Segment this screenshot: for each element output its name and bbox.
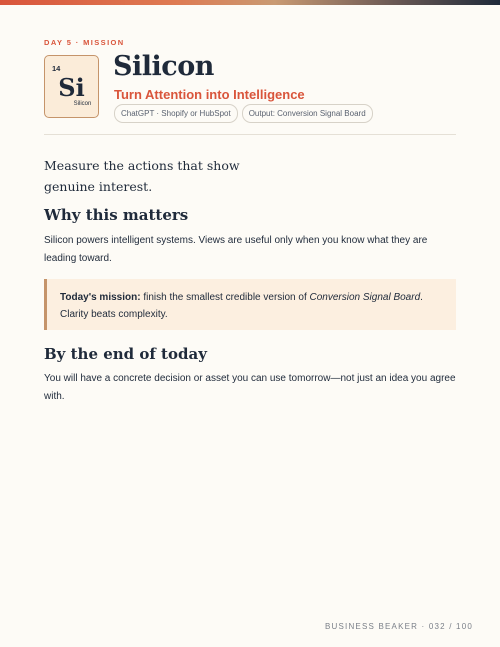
end-paragraph: You will have a concrete decision or asset you can use tomorrow—not just an idea you agree with.: [44, 373, 456, 402]
page-footer: BUSINESS BEAKER · 032 / 100: [324, 622, 473, 631]
mission-callout: [44, 279, 456, 330]
top-accent-bar: [0, 0, 500, 5]
element-tile: [44, 55, 99, 118]
mission-line2: Clarity beats complexity.: [60, 309, 168, 320]
page-subtitle: Turn Attention into Intelligence: [114, 87, 305, 102]
mission-text: finish the smallest credible version of: [140, 292, 310, 303]
mission-text-end: .: [420, 292, 423, 303]
element-symbol: Si: [58, 73, 85, 102]
mission-product: Conversion Signal Board: [309, 292, 421, 303]
lead-statement: Measure the actions that show genuine interest.: [44, 158, 240, 194]
why-heading: Why this matters: [44, 206, 189, 224]
divider: [44, 134, 456, 135]
eyebrow-label: DAY 5 · MISSION: [44, 38, 125, 47]
end-heading: By the end of today: [44, 345, 207, 363]
page-title: Silicon: [113, 51, 214, 82]
tag-chips: [114, 104, 373, 123]
atomic-number: 14: [52, 64, 61, 73]
element-name: Silicon: [73, 101, 92, 107]
tools-chip: ChatGPT · Shopify or HubSpot: [114, 104, 238, 123]
output-chip: Output: Conversion Signal Board: [242, 104, 373, 123]
mission-label: Today's mission:: [60, 292, 141, 303]
why-paragraph: Silicon powers intelligent systems. Views are useful only when you know what they are leading toward.: [44, 235, 428, 264]
